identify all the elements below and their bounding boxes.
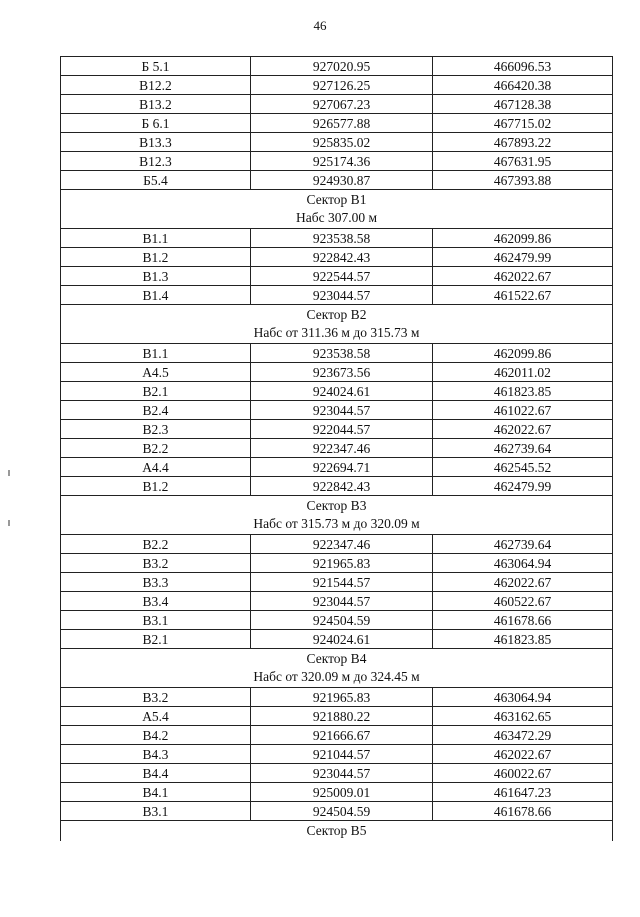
x-coordinate-cell: 924930.87: [251, 171, 433, 190]
point-id-cell: В3.1: [61, 611, 251, 630]
x-coordinate-cell: 921880.22: [251, 707, 433, 726]
y-coordinate-cell: 462479.99: [433, 477, 613, 496]
y-coordinate-cell: 461022.67: [433, 401, 613, 420]
x-coordinate-cell: 923044.57: [251, 764, 433, 783]
y-coordinate-cell: 462479.99: [433, 248, 613, 267]
point-id-cell: В1.2: [61, 248, 251, 267]
table-row: [61, 248, 613, 267]
sector-title: Сектор В1: [306, 192, 367, 207]
point-id-cell: В1.2: [61, 477, 251, 496]
table-row: [61, 420, 613, 439]
table-row: [61, 152, 613, 171]
y-coordinate-cell: 463162.65: [433, 707, 613, 726]
x-coordinate-cell: 922842.43: [251, 248, 433, 267]
y-coordinate-cell: 467715.02: [433, 114, 613, 133]
point-id-cell: В4.4: [61, 764, 251, 783]
point-id-cell: В12.2: [61, 76, 251, 95]
x-coordinate-cell: 922694.71: [251, 458, 433, 477]
table-row: [61, 535, 613, 554]
point-id-cell: В4.1: [61, 783, 251, 802]
y-coordinate-cell: 462011.02: [433, 363, 613, 382]
sector-title: Сектор В4: [306, 651, 367, 666]
point-id-cell: В2.1: [61, 382, 251, 401]
y-coordinate-cell: 460522.67: [433, 592, 613, 611]
table-row: [61, 344, 613, 363]
table-row: [61, 57, 613, 76]
x-coordinate-cell: 923673.56: [251, 363, 433, 382]
y-coordinate-cell: 462022.67: [433, 420, 613, 439]
x-coordinate-cell: 923538.58: [251, 229, 433, 248]
x-coordinate-cell: 927020.95: [251, 57, 433, 76]
point-id-cell: В4.2: [61, 726, 251, 745]
sector-header-row: [61, 821, 613, 842]
point-id-cell: В3.4: [61, 592, 251, 611]
point-id-cell: В3.1: [61, 802, 251, 821]
y-coordinate-cell: 461823.85: [433, 630, 613, 649]
x-coordinate-cell: 924024.61: [251, 382, 433, 401]
point-id-cell: В2.1: [61, 630, 251, 649]
table-row: [61, 783, 613, 802]
point-id-cell: В2.2: [61, 439, 251, 458]
y-coordinate-cell: 463472.29: [433, 726, 613, 745]
point-id-cell: В1.1: [61, 229, 251, 248]
x-coordinate-cell: 921044.57: [251, 745, 433, 764]
y-coordinate-cell: 463064.94: [433, 688, 613, 707]
table-row: [61, 439, 613, 458]
table-row: [61, 229, 613, 248]
y-coordinate-cell: 462099.86: [433, 229, 613, 248]
y-coordinate-cell: 463064.94: [433, 554, 613, 573]
y-coordinate-cell: 461678.66: [433, 611, 613, 630]
x-coordinate-cell: 922842.43: [251, 477, 433, 496]
point-id-cell: В3.2: [61, 688, 251, 707]
x-coordinate-cell: 924024.61: [251, 630, 433, 649]
x-coordinate-cell: 921666.67: [251, 726, 433, 745]
y-coordinate-cell: 461823.85: [433, 382, 613, 401]
y-coordinate-cell: 462739.64: [433, 535, 613, 554]
y-coordinate-cell: 467893.22: [433, 133, 613, 152]
y-coordinate-cell: 461647.23: [433, 783, 613, 802]
sector-title: Сектор В2: [306, 307, 367, 322]
y-coordinate-cell: 467128.38: [433, 95, 613, 114]
table-row: [61, 802, 613, 821]
point-id-cell: В2.2: [61, 535, 251, 554]
y-coordinate-cell: 462739.64: [433, 439, 613, 458]
sector-header-row: [61, 305, 613, 344]
point-id-cell: В2.3: [61, 420, 251, 439]
point-id-cell: В1.4: [61, 286, 251, 305]
table-row: [61, 707, 613, 726]
point-id-cell: А4.5: [61, 363, 251, 382]
x-coordinate-cell: 922544.57: [251, 267, 433, 286]
sector-elevation-label: Набс от 320.09 м до 324.45 м: [253, 669, 420, 684]
y-coordinate-cell: 467631.95: [433, 152, 613, 171]
table-row: [61, 554, 613, 573]
sector-elevation-label: Набс от 311.36 м до 315.73 м: [253, 325, 420, 340]
x-coordinate-cell: 925009.01: [251, 783, 433, 802]
sector-title: Сектор В5: [306, 823, 367, 838]
point-id-cell: В3.3: [61, 573, 251, 592]
point-id-cell: В1.1: [61, 344, 251, 363]
sector-header-cell: [61, 190, 613, 229]
point-id-cell: Б 6.1: [61, 114, 251, 133]
point-id-cell: В3.2: [61, 554, 251, 573]
x-coordinate-cell: 923538.58: [251, 344, 433, 363]
point-id-cell: В2.4: [61, 401, 251, 420]
point-id-cell: А4.4: [61, 458, 251, 477]
point-id-cell: В13.2: [61, 95, 251, 114]
x-coordinate-cell: 923044.57: [251, 401, 433, 420]
table-row: [61, 133, 613, 152]
y-coordinate-cell: 462545.52: [433, 458, 613, 477]
page-number: 46: [313, 18, 327, 33]
x-coordinate-cell: 921965.83: [251, 554, 433, 573]
point-id-cell: В4.3: [61, 745, 251, 764]
table-row: [61, 95, 613, 114]
point-id-cell: В12.3: [61, 152, 251, 171]
x-coordinate-cell: 923044.57: [251, 592, 433, 611]
x-coordinate-cell: 927067.23: [251, 95, 433, 114]
y-coordinate-cell: 461678.66: [433, 802, 613, 821]
table-row: [61, 688, 613, 707]
table-row: [61, 114, 613, 133]
point-id-cell: В1.3: [61, 267, 251, 286]
table-row: [61, 745, 613, 764]
table-row: [61, 76, 613, 95]
table-row: [61, 267, 613, 286]
table-row: [61, 171, 613, 190]
x-coordinate-cell: 924504.59: [251, 611, 433, 630]
coordinates-table: [60, 56, 613, 841]
y-coordinate-cell: 467393.88: [433, 171, 613, 190]
table-row: [61, 592, 613, 611]
x-coordinate-cell: 921965.83: [251, 688, 433, 707]
y-coordinate-cell: 460022.67: [433, 764, 613, 783]
table-row: [61, 764, 613, 783]
point-id-cell: Б 5.1: [61, 57, 251, 76]
sector-elevation-label: Набс от 315.73 м до 320.09 м: [253, 516, 420, 531]
table-row: [61, 363, 613, 382]
point-id-cell: В13.3: [61, 133, 251, 152]
x-coordinate-cell: 927126.25: [251, 76, 433, 95]
table-row: [61, 477, 613, 496]
x-coordinate-cell: 921544.57: [251, 573, 433, 592]
scan-margin-mark: [8, 470, 10, 476]
scan-margin-mark: [8, 520, 10, 526]
table-row: [61, 611, 613, 630]
y-coordinate-cell: 461522.67: [433, 286, 613, 305]
y-coordinate-cell: 462099.86: [433, 344, 613, 363]
y-coordinate-cell: 462022.67: [433, 745, 613, 764]
sector-header-cell: [61, 305, 613, 344]
point-id-cell: Б5.4: [61, 171, 251, 190]
sector-header-row: [61, 496, 613, 535]
point-id-cell: А5.4: [61, 707, 251, 726]
x-coordinate-cell: 922347.46: [251, 535, 433, 554]
x-coordinate-cell: 925835.02: [251, 133, 433, 152]
sector-header-cell: [61, 496, 613, 535]
y-coordinate-cell: 466420.38: [433, 76, 613, 95]
sector-header-row: [61, 649, 613, 688]
sector-elevation-label: Набс 307.00 м: [295, 210, 378, 225]
coordinates-table-body: [61, 57, 613, 842]
table-row: [61, 286, 613, 305]
sector-header-cell: [61, 649, 613, 688]
x-coordinate-cell: 924504.59: [251, 802, 433, 821]
y-coordinate-cell: 466096.53: [433, 57, 613, 76]
y-coordinate-cell: 462022.67: [433, 573, 613, 592]
table-row: [61, 382, 613, 401]
x-coordinate-cell: 922347.46: [251, 439, 433, 458]
sector-title: Сектор В3: [306, 498, 367, 513]
table-row: [61, 726, 613, 745]
table-row: [61, 401, 613, 420]
sector-header-row: [61, 190, 613, 229]
table-row: [61, 458, 613, 477]
y-coordinate-cell: 462022.67: [433, 267, 613, 286]
x-coordinate-cell: 923044.57: [251, 286, 433, 305]
table-row: [61, 630, 613, 649]
x-coordinate-cell: 925174.36: [251, 152, 433, 171]
x-coordinate-cell: 926577.88: [251, 114, 433, 133]
table-row: [61, 573, 613, 592]
x-coordinate-cell: 922044.57: [251, 420, 433, 439]
sector-header-cell: [61, 821, 613, 842]
